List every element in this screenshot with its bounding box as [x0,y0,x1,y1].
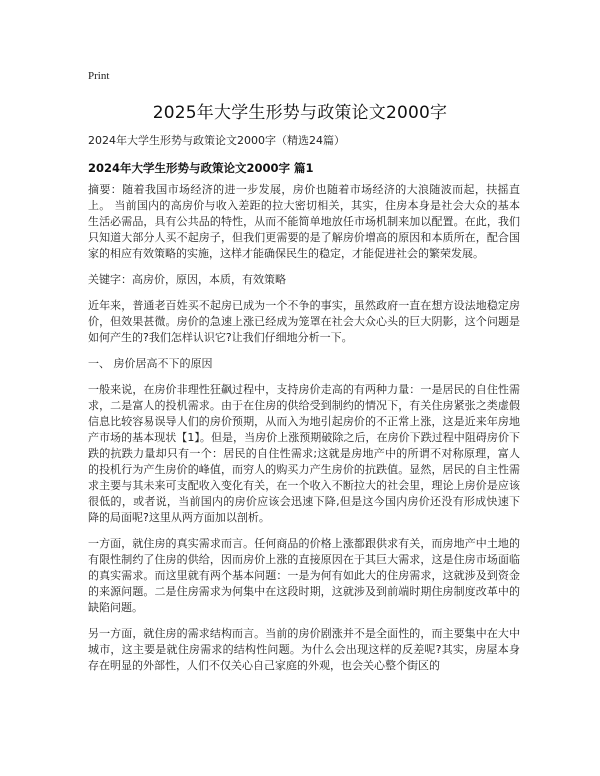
document-body [88,182,520,684]
section-heading: 2024年大学生形势与政策论文2000字 篇1 [88,161,314,175]
page-title: 2025年大学生形势与政策论文2000字 [152,103,448,123]
intro-paragraph: 近年来，普通老百姓买不起房已成为一个不争的事实，虽然政府一直在想方设法地稳定房价，但效果甚微。房价的急速上涨已经成为笼罩在社会大众心头的巨大阴影，这个问题是如何产生的?我们怎样认识它?让我们仔细地分析一下。 [88,299,520,344]
document-subtitle: 2024年大学生形势与政策论文2000字（精选24篇） [88,134,345,147]
body-paragraph: 一方面，就住房的真实需求而言。任何商品的价格上涨都跟供求有关，而房地产中土地的有限性制约了住房的供给，因而房价上涨的直接原因在于其巨大需求，这是住房市场面临的真实需求。而这里就有两个基本问题：一是为何有如此大的住房需求，这就涉及到资金的来源问题。二是住房需求为何集中在这段时期，这就涉及到前端时期住房制度改革中的缺陷问题。 [88,537,520,614]
section-one-heading: 一、 房价居高不下的原因 [88,357,213,370]
keywords-paragraph: 关键字：高房价，原因，本质，有效策略 [88,273,286,286]
abstract-paragraph: 摘要：随着我国市场经济的进一步发展，房价也随着市场经济的大浪随波而起，扶摇直上。 当前国内的高房价与收入差距的拉大密切相关，其实，住房本身是社会大众的基本生活必需品，具有公共品的特性，从而不能简单地放任市场机制来加以配置。在此，我们只知道大部分人买不起房子，但我们更需要的是了解房价增高的原因和本质所在，配合国家的相应有效策略的实施，这样才能确保民生的稳定，才能促进社会的繁荣发展。 [88,183,520,260]
body-paragraph: 一般来说，在房价非理性狂飙过程中，支持房价走高的有两种力量：一是居民的自住性需求，二是富人的投机需求。由于在住房的供给受到制约的情况下，有关住房紧张之类虚假信息比较容易误导人们的房价预期，从而入为地引起房价的不正常上涨，这是近来年房地产市场的基本现状【1】。但是，当房价上涨预期破除之后，在房价下跌过程中阻碍房价下跌的抗跌力量却只有一个：居民的自住性需求;这就是房地产中的所谓不对称原理，富人的投机行为产生房价的峰值，而穷人的购买力产生房价的抗跌值。显然，居民的自主性需求主要与其未来可支配收入变化有关，在一个收入不断拉大的社会里，理论上房价是应该很低的，或者说，当前国内的房价应该会迅速下降,但是这今国内房价还没有形成快速下降的局面呢?这里从两方面加以剖析。 [88,383,520,524]
body-paragraph: 另一方面，就住房的需求结构而言。当前的房价剧涨并不是全面性的，而主要集中在大中城市，这主要是就住房需求的结构性问题。为什么会出现这样的反差呢?其实，房屋本身存在明显的外部性，人们不仅关心自己家庭的外观，也会关心整个街区的 [88,627,520,672]
print-label[interactable]: Print [88,70,110,82]
